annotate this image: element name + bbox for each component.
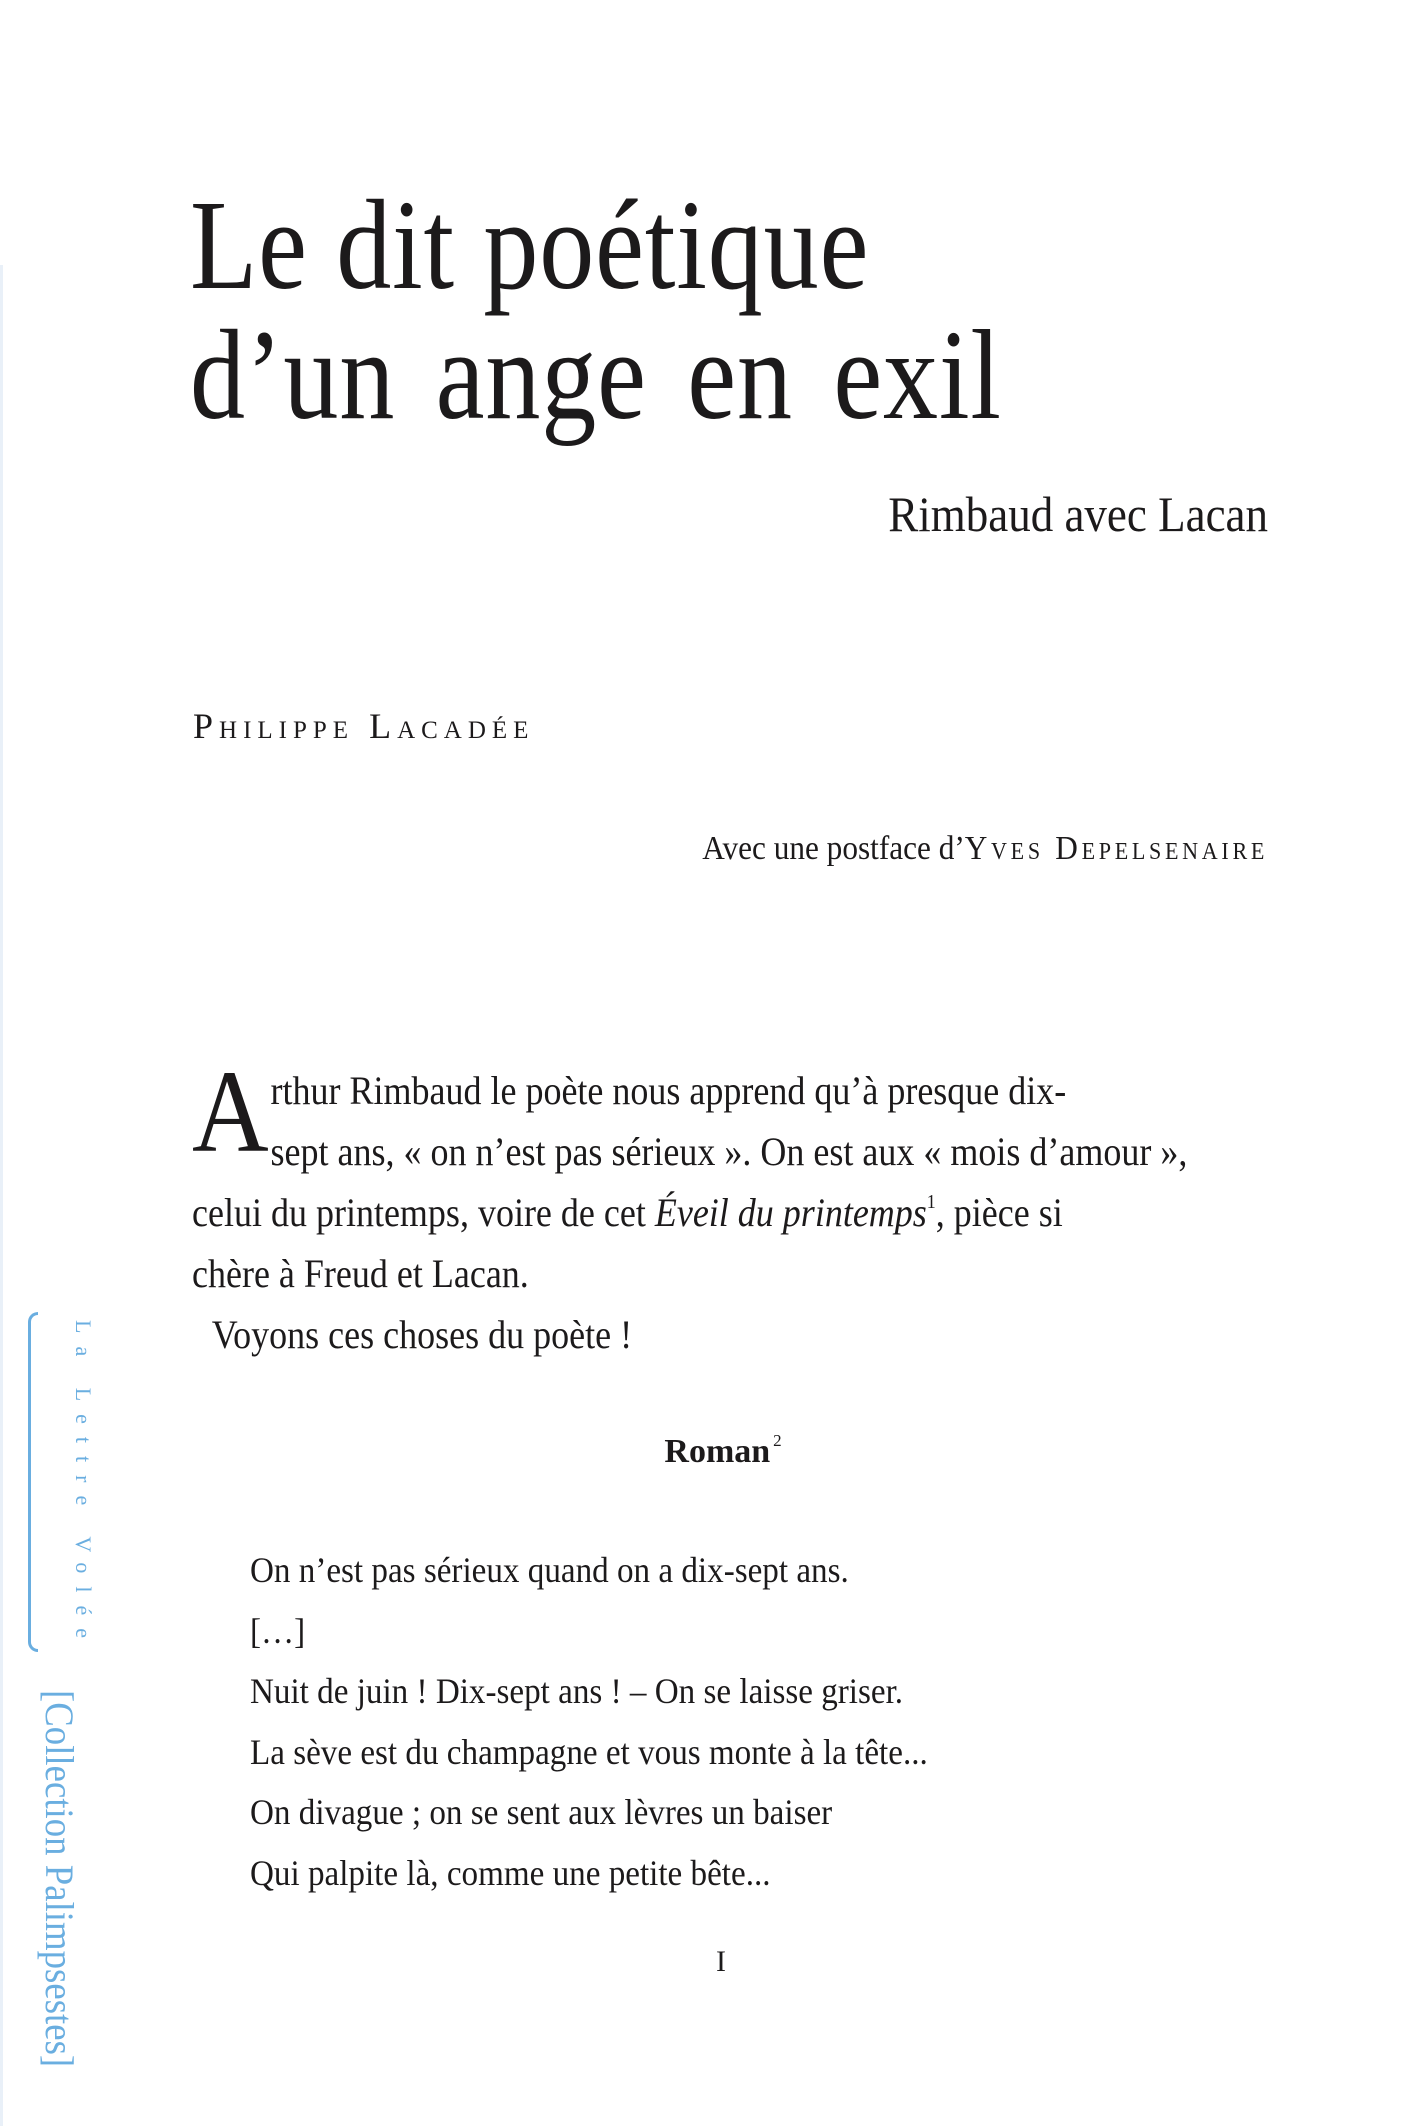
verse: […] (250, 1610, 306, 1651)
publisher-name: La Lettre Volée (71, 1320, 96, 1652)
verse: Qui palpite là, comme une petite bête... (250, 1852, 771, 1893)
italic-work-title: Éveil du printemps (654, 1190, 927, 1235)
paragraph-1-line: rthur Rimbaud le poète nous apprend qu’à presque dix- (270, 1068, 1067, 1113)
paragraph-2: Voyons ces choses du poète ! (211, 1312, 633, 1357)
body-text (192, 1046, 1262, 1365)
title-line-2: d’un ange en exil (190, 304, 1002, 446)
paragraph-1-line: sept ans, « on n’est pas sérieux ». On est aux « mois d’amour », (270, 1129, 1188, 1174)
footnote-ref-1[interactable]: 1 (926, 1191, 936, 1213)
verse: La sève est du champagne et vous monte à la tête... (250, 1731, 928, 1772)
verse: On divague ; on se sent aux lèvres un baiser (250, 1792, 833, 1832)
brace-decoration (28, 1312, 38, 1652)
paragraph-1-line: chère à Freud et Lacan. (192, 1251, 529, 1296)
author-name: Philippe Lacadée (193, 706, 535, 746)
page-number: I (716, 1945, 726, 1978)
book-subtitle: Rimbaud avec Lacan (888, 486, 1268, 542)
verse: Nuit de juin ! Dix-sept ans ! – On se laisse griser. (250, 1671, 904, 1711)
title-line-1: Le dit poétique (190, 174, 870, 316)
postface-prefix: Avec une postface d’ (702, 830, 965, 867)
poem-title: Roman (664, 1433, 771, 1470)
verse: On n’est pas sérieux quand on a dix-sept ans. (250, 1550, 849, 1590)
page-edge (0, 265, 3, 2126)
book-title (190, 174, 1119, 446)
postface-credit (702, 830, 1268, 868)
postface-author: Yves Depelsenaire (964, 830, 1268, 867)
footnote-ref-2[interactable]: 2 (773, 1431, 782, 1450)
line-text: , pièce si (935, 1190, 1063, 1235)
poem-heading (0, 1433, 1418, 1471)
spine-imprint (22, 1290, 96, 2110)
collection-name: [Collection Palimpsestes] (37, 1690, 82, 2068)
line-text: celui du printemps, voire de cet (192, 1190, 655, 1235)
paragraph-1 (192, 1046, 1188, 1304)
poem-excerpt (250, 1540, 987, 1903)
drop-cap: A (192, 1046, 269, 1177)
paragraph-1-line (192, 1182, 1155, 1243)
